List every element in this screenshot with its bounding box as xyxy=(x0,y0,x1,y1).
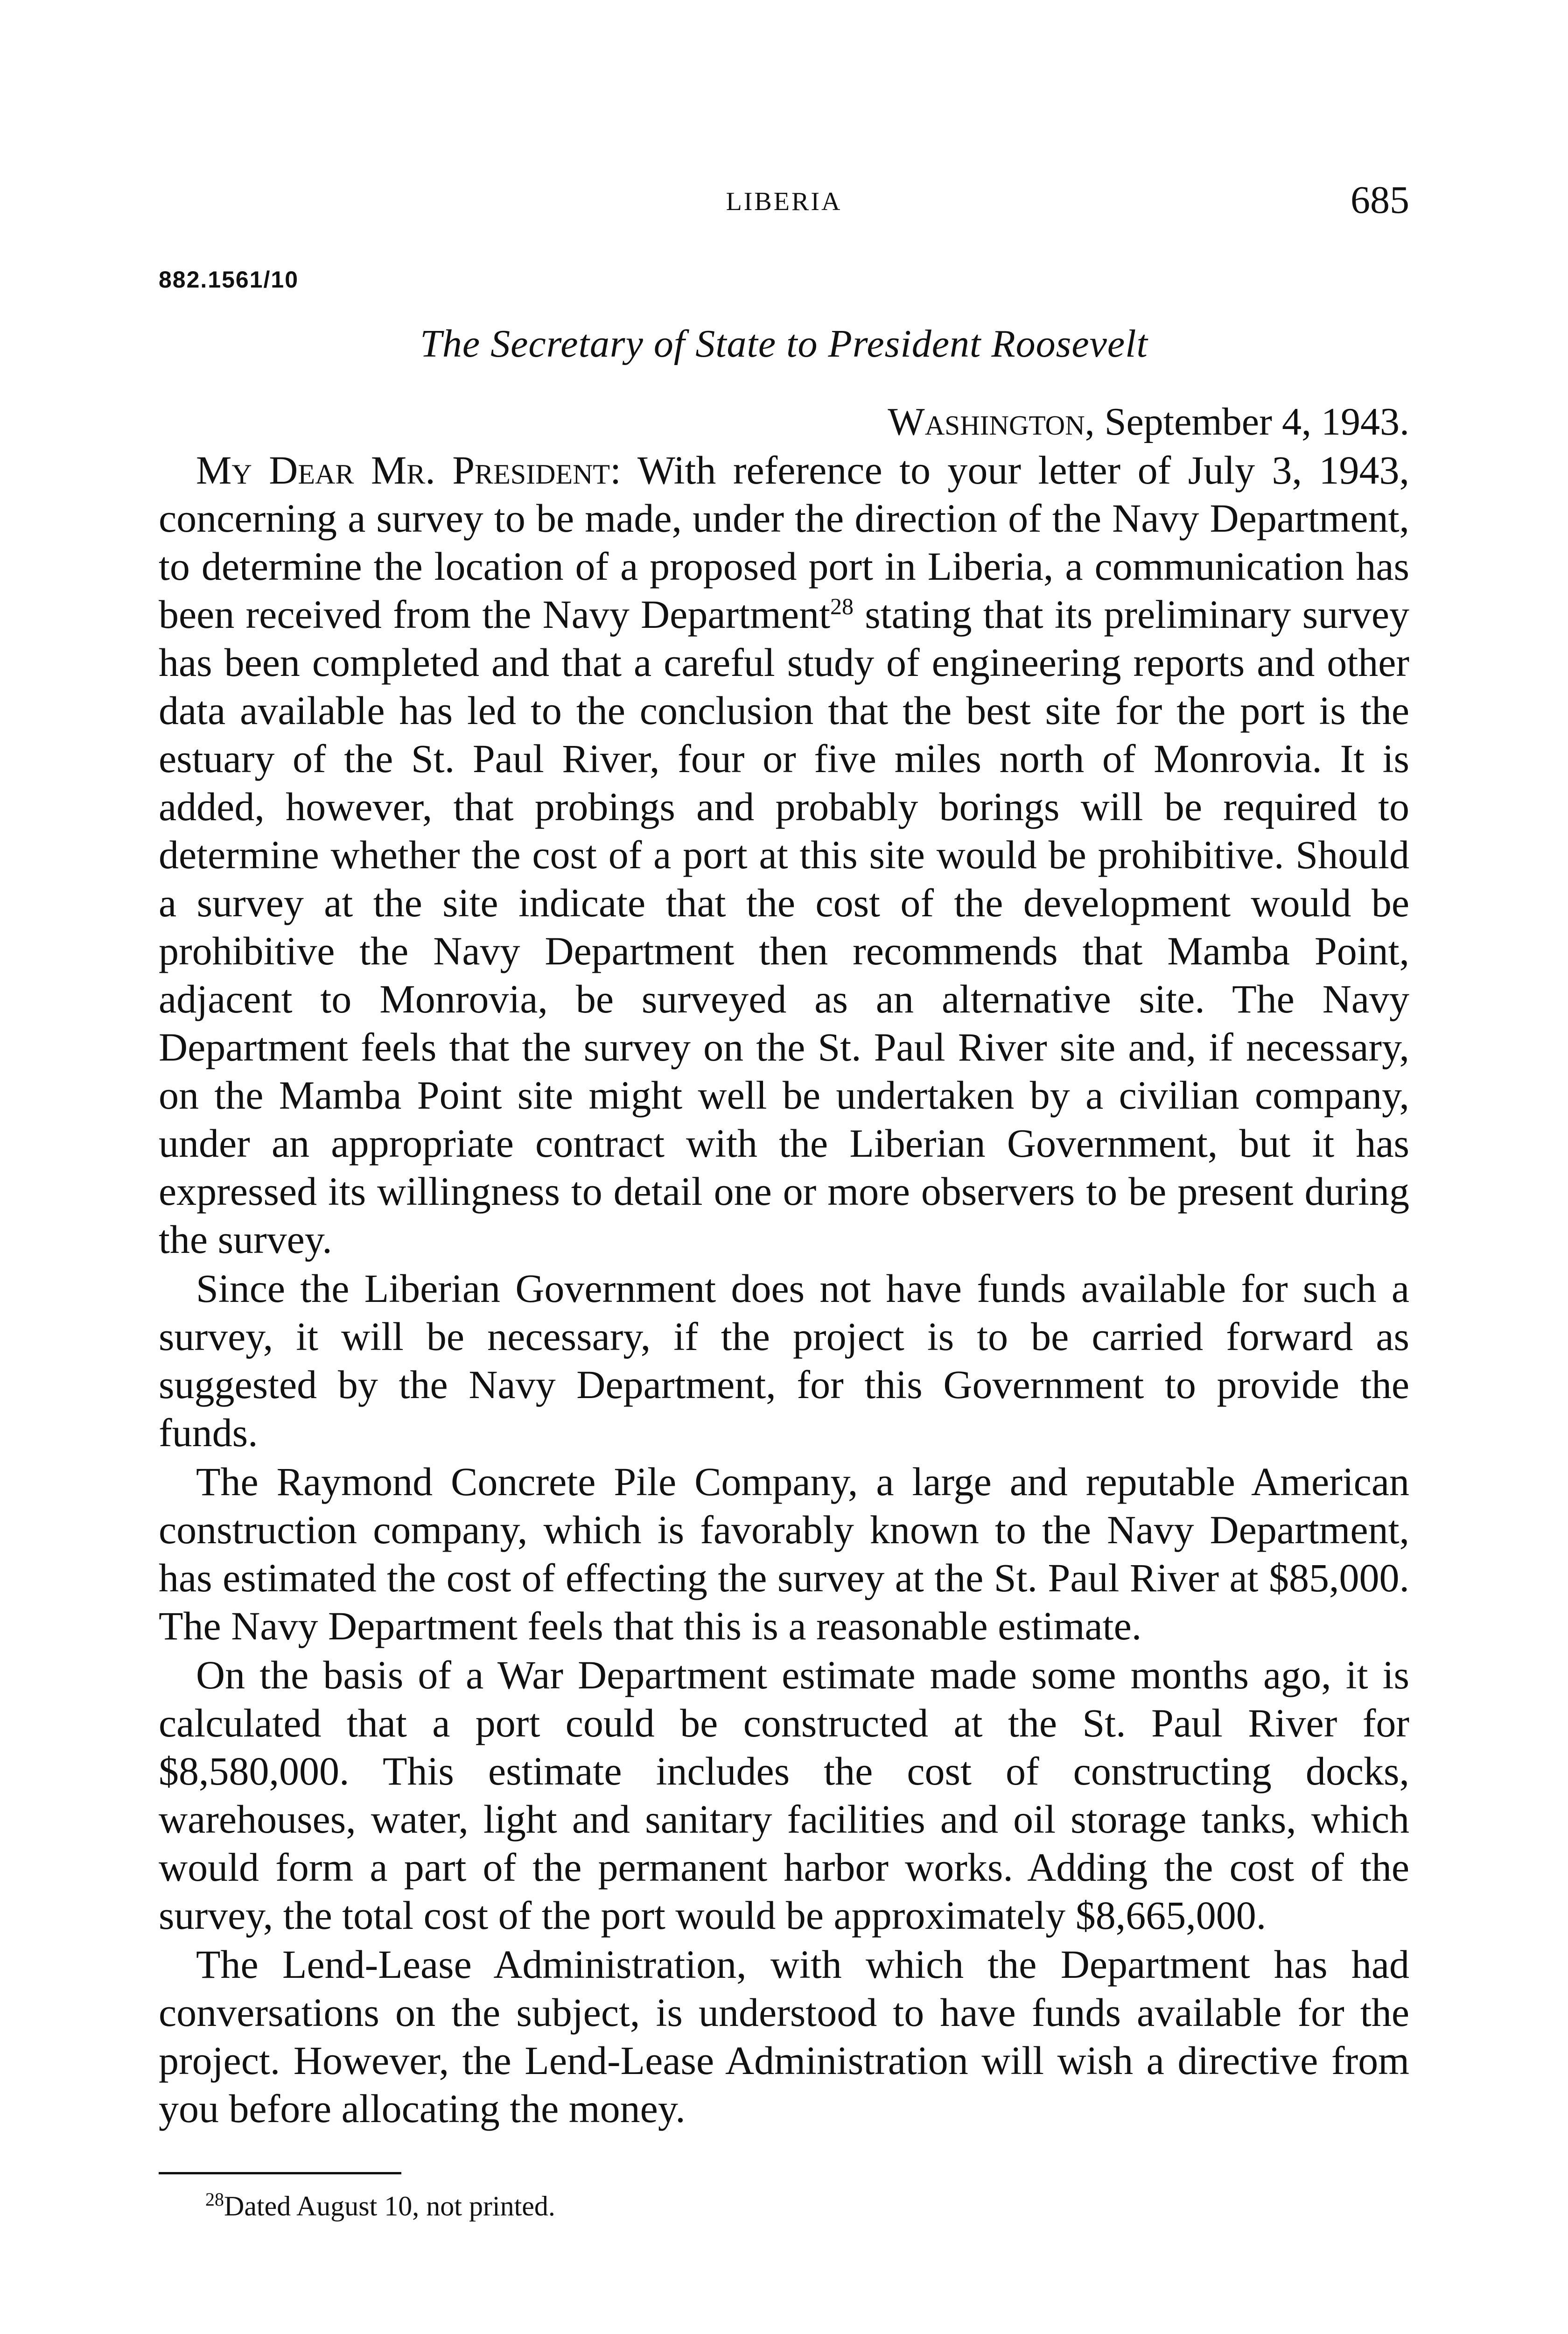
paragraph-1-text: : With reference to your letter of July 3, 1943, concerning a survey to be made, under the direction of the Navy Department, to determine the location of a proposed port in Liberia, a communication has been received from the Navy Department xyxy=(159,448,1409,637)
footnote-reference: 28 xyxy=(830,593,854,619)
footnote-text: Dated August 10, not printed. xyxy=(224,2191,555,2222)
file-number: 882.1561/10 xyxy=(159,267,299,293)
page-header xyxy=(159,177,1409,233)
dateline xyxy=(159,399,1409,444)
paragraph-3: The Raymond Concrete Pile Company, a large and reputable American construction company, which is favorably known to the Navy Department, has estimated the cost of effecting the survey at the St. Paul River at $85,000. The Navy Department feels that this is a reasonable estimate. xyxy=(159,1459,1409,1648)
paragraph-5: The Lend-Lease Administration, with which the Department has had conversations on the subject, is understood to have funds available for the project. However, the Lend-Lease Administration will wish a directive from you before allocating the money. xyxy=(159,1942,1409,2131)
page-number: 685 xyxy=(1351,178,1409,222)
footnote-mark: 28 xyxy=(205,2189,224,2210)
dateline-date: , September 4, 1943. xyxy=(1085,400,1409,443)
salutation: My Dear Mr. President xyxy=(196,448,610,492)
dateline-place: Washington xyxy=(888,400,1085,443)
footnote xyxy=(205,2190,1409,2222)
document-page xyxy=(159,177,1409,2222)
running-head: LIBERIA xyxy=(726,187,842,216)
paragraph-4: On the basis of a War Department estimate made some months ago, it is calculated that a port could be constructed at the St. Paul River for $8,580,000. This estimate includes the cost of constructing docks, warehouses, water, light and sanitary facilities and oil storage tanks, which would form a part of the permanent harbor works. Adding the cost of the survey, the total cost of the port would be approximately $8,665,000. xyxy=(159,1652,1409,1938)
letter-body xyxy=(159,446,1409,2133)
footnote-divider xyxy=(159,2172,401,2174)
paragraph-1-continuation: stating that its preliminary survey has been completed and that a careful study of engineering reports and other data available has led to the conclusion that the best site for the port is the estuary of the St. Paul River, four or five miles north of Monrovia. It is added, however, that probings and probably borings will be required to determine whether the cost of a port at this site would be prohibitive. Should a survey at the site indicate that the cost of the development would be prohibitive the Navy Department then recommends that Mamba Point, adjacent to Monrovia, be surveyed as an alternative site. The Navy Department feels that the survey on the St. Paul River site and, if necessary, on the Mamba Point site might well be undertaken by a civilian company, under an appropriate contract with the Liberian Government, but it has expressed its willingness to detail one or more observers to be present during the survey. xyxy=(159,592,1409,1262)
paragraph-2: Since the Liberian Government does not have funds available for such a survey, it will be necessary, if the project is to be carried forward as suggested by the Navy Department, for this Government to provide the funds. xyxy=(159,1266,1409,1455)
paragraph-1 xyxy=(159,446,1409,1264)
document-title: The Secretary of State to President Roosevelt xyxy=(420,322,1148,366)
